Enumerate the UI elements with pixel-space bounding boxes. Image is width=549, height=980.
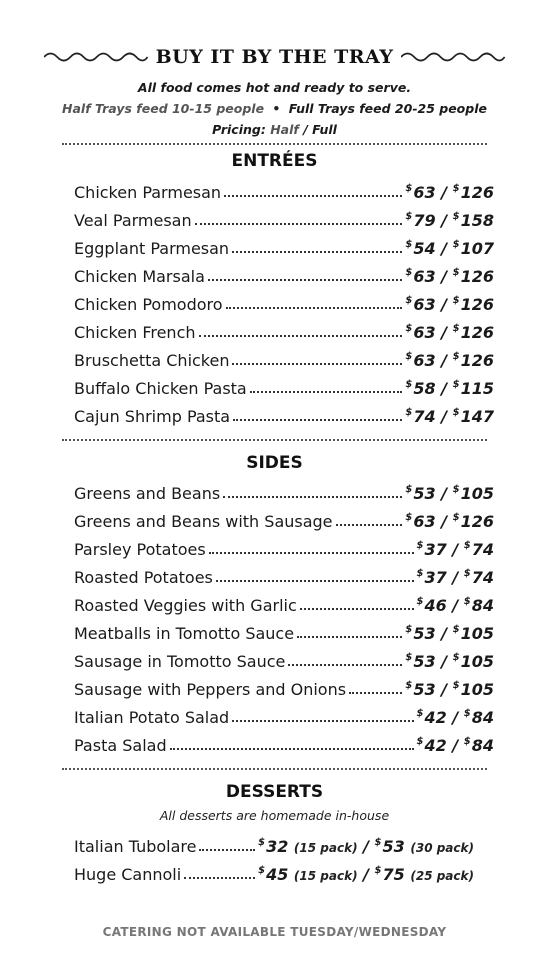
menu-item bbox=[74, 643, 494, 671]
half-pack-size: (15 pack) bbox=[293, 841, 358, 855]
item-price: $54 / $107 bbox=[405, 239, 494, 258]
currency-symbol: $ bbox=[452, 407, 460, 418]
half-price: 53 bbox=[413, 624, 436, 643]
menu-item bbox=[74, 230, 494, 258]
full-trays-note: Full Trays feed 20-25 people bbox=[288, 101, 487, 116]
right-squiggle-ornament bbox=[401, 50, 505, 64]
currency-symbol: $ bbox=[405, 211, 413, 222]
dotted-divider bbox=[62, 768, 487, 770]
full-price: 74 bbox=[471, 568, 494, 587]
currency-symbol: $ bbox=[463, 708, 471, 719]
currency-symbol: $ bbox=[405, 183, 413, 194]
full-price: 74 bbox=[471, 540, 494, 559]
currency-symbol: $ bbox=[416, 708, 424, 719]
item-name: Roasted Veggies with Garlic bbox=[74, 596, 297, 615]
half-pack-size: (15 pack) bbox=[293, 869, 358, 883]
item-name: Eggplant Parmesan bbox=[74, 239, 230, 258]
sides-heading: SIDES bbox=[246, 453, 303, 473]
currency-symbol: $ bbox=[452, 680, 460, 691]
intro-line-trays bbox=[0, 98, 549, 119]
item-name: Roasted Potatoes bbox=[74, 568, 213, 587]
item-price: $53 / $105 bbox=[405, 484, 494, 503]
currency-symbol: $ bbox=[416, 596, 424, 607]
currency-symbol: $ bbox=[452, 652, 460, 663]
intro-line-hot: All food comes hot and ready to serve. bbox=[137, 80, 412, 95]
dot-leader bbox=[250, 391, 403, 393]
menu-item bbox=[74, 202, 494, 230]
desserts-heading: DESSERTS bbox=[225, 782, 324, 802]
half-price: 74 bbox=[413, 407, 436, 426]
currency-symbol: $ bbox=[374, 837, 382, 848]
item-name: Chicken Marsala bbox=[74, 267, 205, 286]
item-price: $53 / $105 bbox=[405, 652, 494, 671]
item-name: Meatballs in Tomotto Sauce bbox=[74, 624, 295, 643]
currency-symbol: $ bbox=[405, 624, 413, 635]
dot-leader bbox=[170, 748, 414, 750]
full-price: 158 bbox=[460, 211, 494, 230]
half-price: 63 bbox=[413, 183, 436, 202]
sides-list bbox=[74, 475, 494, 755]
full-price: 115 bbox=[460, 379, 494, 398]
currency-symbol: $ bbox=[452, 379, 460, 390]
menu-item bbox=[74, 531, 494, 559]
item-price: $63 / $126 bbox=[405, 295, 494, 314]
title-banner bbox=[44, 44, 505, 70]
menu-item bbox=[74, 174, 494, 202]
currency-symbol: $ bbox=[463, 540, 471, 551]
currency-symbol: $ bbox=[405, 484, 413, 495]
catering-notice: CATERING NOT AVAILABLE TUESDAY/WEDNESDAY bbox=[102, 925, 447, 939]
currency-symbol: $ bbox=[452, 295, 460, 306]
dot-leader bbox=[195, 223, 403, 225]
half-price: 45 bbox=[266, 865, 289, 884]
dot-leader bbox=[336, 524, 403, 526]
dot-leader bbox=[209, 552, 414, 554]
dot-leader bbox=[300, 608, 414, 610]
desserts-list bbox=[74, 828, 474, 884]
menu-item bbox=[74, 258, 494, 286]
currency-symbol: $ bbox=[405, 512, 413, 523]
currency-symbol: $ bbox=[463, 596, 471, 607]
dot-leader bbox=[223, 496, 402, 498]
item-price: $63 / $126 bbox=[405, 351, 494, 370]
item-price: $37 / $74 bbox=[416, 540, 494, 559]
half-price: 37 bbox=[424, 568, 447, 587]
item-name: Greens and Beans with Sausage bbox=[74, 512, 333, 531]
full-price: 126 bbox=[460, 351, 494, 370]
dot-leader bbox=[199, 849, 255, 851]
half-price: 53 bbox=[413, 652, 436, 671]
currency-symbol: $ bbox=[452, 211, 460, 222]
dot-leader bbox=[232, 720, 413, 722]
half-price: 63 bbox=[413, 351, 436, 370]
dotted-divider bbox=[62, 143, 487, 145]
dot-leader bbox=[232, 251, 402, 253]
item-name: Bruschetta Chicken bbox=[74, 351, 230, 370]
item-name: Greens and Beans bbox=[74, 484, 221, 503]
item-price: $74 / $147 bbox=[405, 407, 494, 426]
currency-symbol: $ bbox=[416, 736, 424, 747]
half-price: 42 bbox=[424, 736, 447, 755]
item-name: Chicken Pomodoro bbox=[74, 295, 223, 314]
currency-symbol: $ bbox=[405, 295, 413, 306]
dot-leader bbox=[199, 335, 403, 337]
half-price: 37 bbox=[424, 540, 447, 559]
dot-leader bbox=[233, 419, 402, 421]
dot-leader bbox=[288, 664, 402, 666]
item-price: $53 / $105 bbox=[405, 680, 494, 699]
currency-symbol: $ bbox=[258, 865, 266, 876]
half-price: 53 bbox=[413, 680, 436, 699]
full-price: 126 bbox=[460, 512, 494, 531]
item-name: Parsley Potatoes bbox=[74, 540, 206, 559]
currency-symbol: $ bbox=[452, 484, 460, 495]
item-name: Buffalo Chicken Pasta bbox=[74, 379, 247, 398]
item-name: Veal Parmesan bbox=[74, 211, 192, 230]
half-price: 79 bbox=[413, 211, 436, 230]
page-title: BUY IT BY THE TRAY bbox=[155, 46, 394, 68]
currency-symbol: $ bbox=[405, 407, 413, 418]
item-price: $45 (15 pack) / $75 (25 pack) bbox=[258, 865, 474, 884]
item-price: $58 / $115 bbox=[405, 379, 494, 398]
currency-symbol: $ bbox=[452, 267, 460, 278]
dot-leader bbox=[208, 279, 403, 281]
half-price: 53 bbox=[413, 484, 436, 503]
currency-symbol: $ bbox=[452, 351, 460, 362]
item-price: $63 / $126 bbox=[405, 323, 494, 342]
half-price: 63 bbox=[413, 295, 436, 314]
pricing-half: Half bbox=[270, 122, 299, 137]
full-price: 105 bbox=[460, 484, 494, 503]
item-name: Chicken Parmesan bbox=[74, 183, 222, 202]
full-price: 53 bbox=[382, 837, 405, 856]
item-name: Italian Potato Salad bbox=[74, 708, 230, 727]
item-price: $53 / $105 bbox=[405, 624, 494, 643]
dot-leader bbox=[297, 636, 402, 638]
currency-symbol: $ bbox=[416, 568, 424, 579]
menu-item bbox=[74, 342, 494, 370]
currency-symbol: $ bbox=[374, 865, 382, 876]
full-price: 105 bbox=[460, 652, 494, 671]
full-price: 105 bbox=[460, 680, 494, 699]
full-price: 126 bbox=[460, 267, 494, 286]
menu-item bbox=[74, 828, 474, 856]
currency-symbol: $ bbox=[405, 323, 413, 334]
item-price: $42 / $84 bbox=[416, 708, 494, 727]
pricing-legend bbox=[0, 119, 549, 140]
dot-leader bbox=[224, 195, 402, 197]
currency-symbol: $ bbox=[463, 736, 471, 747]
item-price: $37 / $74 bbox=[416, 568, 494, 587]
currency-symbol: $ bbox=[416, 540, 424, 551]
item-name: Chicken French bbox=[74, 323, 196, 342]
dot-leader bbox=[232, 363, 402, 365]
pricing-slash: / bbox=[303, 122, 308, 137]
full-price: 126 bbox=[460, 323, 494, 342]
dotted-divider bbox=[62, 439, 487, 441]
half-price: 42 bbox=[424, 708, 447, 727]
currency-symbol: $ bbox=[405, 351, 413, 362]
menu-item bbox=[74, 671, 494, 699]
full-price: 126 bbox=[460, 295, 494, 314]
full-pack-size: (30 pack) bbox=[410, 841, 474, 855]
full-pack-size: (25 pack) bbox=[410, 869, 474, 883]
currency-symbol: $ bbox=[463, 568, 471, 579]
full-price: 75 bbox=[382, 865, 405, 884]
full-price: 107 bbox=[460, 239, 494, 258]
item-name: Pasta Salad bbox=[74, 736, 167, 755]
currency-symbol: $ bbox=[258, 837, 266, 848]
half-price: 63 bbox=[413, 512, 436, 531]
full-price: 84 bbox=[471, 596, 494, 615]
item-name: Sausage with Peppers and Onions bbox=[74, 680, 347, 699]
menu-item bbox=[74, 856, 474, 884]
full-price: 147 bbox=[460, 407, 494, 426]
entrees-list bbox=[74, 174, 494, 426]
intro-text bbox=[0, 77, 549, 140]
menu-item bbox=[74, 615, 494, 643]
currency-symbol: $ bbox=[452, 239, 460, 250]
currency-symbol: $ bbox=[405, 239, 413, 250]
dot-leader bbox=[349, 692, 402, 694]
item-name: Sausage in Tomotto Sauce bbox=[74, 652, 286, 671]
currency-symbol: $ bbox=[452, 323, 460, 334]
full-price: 84 bbox=[471, 708, 494, 727]
currency-symbol: $ bbox=[405, 267, 413, 278]
menu-item bbox=[74, 587, 494, 615]
item-price: $46 / $84 bbox=[416, 596, 494, 615]
full-price: 126 bbox=[460, 183, 494, 202]
menu-item bbox=[74, 398, 494, 426]
pricing-full: Full bbox=[312, 122, 337, 137]
item-price: $63 / $126 bbox=[405, 512, 494, 531]
menu-item bbox=[74, 475, 494, 503]
full-price: 84 bbox=[471, 736, 494, 755]
menu-item bbox=[74, 503, 494, 531]
half-price: 58 bbox=[413, 379, 436, 398]
menu-item bbox=[74, 286, 494, 314]
half-price: 54 bbox=[413, 239, 436, 258]
item-name: Italian Tubolare bbox=[74, 837, 197, 856]
menu-item bbox=[74, 699, 494, 727]
currency-symbol: $ bbox=[405, 652, 413, 663]
half-price: 63 bbox=[413, 267, 436, 286]
currency-symbol: $ bbox=[452, 512, 460, 523]
item-price: $42 / $84 bbox=[416, 736, 494, 755]
entrees-heading: ENTRÉES bbox=[231, 151, 318, 171]
half-trays-note: Half Trays feed 10-15 people bbox=[62, 101, 265, 116]
menu-item bbox=[74, 559, 494, 587]
currency-symbol: $ bbox=[405, 680, 413, 691]
desserts-note: All desserts are homemade in-house bbox=[159, 808, 390, 823]
dot-leader bbox=[226, 307, 403, 309]
pricing-label: Pricing: bbox=[212, 122, 266, 137]
item-price: $63 / $126 bbox=[405, 267, 494, 286]
currency-symbol: $ bbox=[452, 183, 460, 194]
half-price: 32 bbox=[266, 837, 289, 856]
menu-item bbox=[74, 314, 494, 342]
item-price: $63 / $126 bbox=[405, 183, 494, 202]
item-price: $79 / $158 bbox=[405, 211, 494, 230]
bullet-separator: • bbox=[272, 101, 281, 116]
half-price: 63 bbox=[413, 323, 436, 342]
left-squiggle-ornament bbox=[44, 50, 148, 64]
dot-leader bbox=[216, 580, 414, 582]
item-name: Huge Cannoli bbox=[74, 865, 182, 884]
half-price: 46 bbox=[424, 596, 447, 615]
dot-leader bbox=[184, 877, 255, 879]
menu-item bbox=[74, 370, 494, 398]
item-price: $32 (15 pack) / $53 (30 pack) bbox=[258, 837, 474, 856]
full-price: 105 bbox=[460, 624, 494, 643]
currency-symbol: $ bbox=[405, 379, 413, 390]
currency-symbol: $ bbox=[452, 624, 460, 635]
item-name: Cajun Shrimp Pasta bbox=[74, 407, 231, 426]
menu-item bbox=[74, 727, 494, 755]
